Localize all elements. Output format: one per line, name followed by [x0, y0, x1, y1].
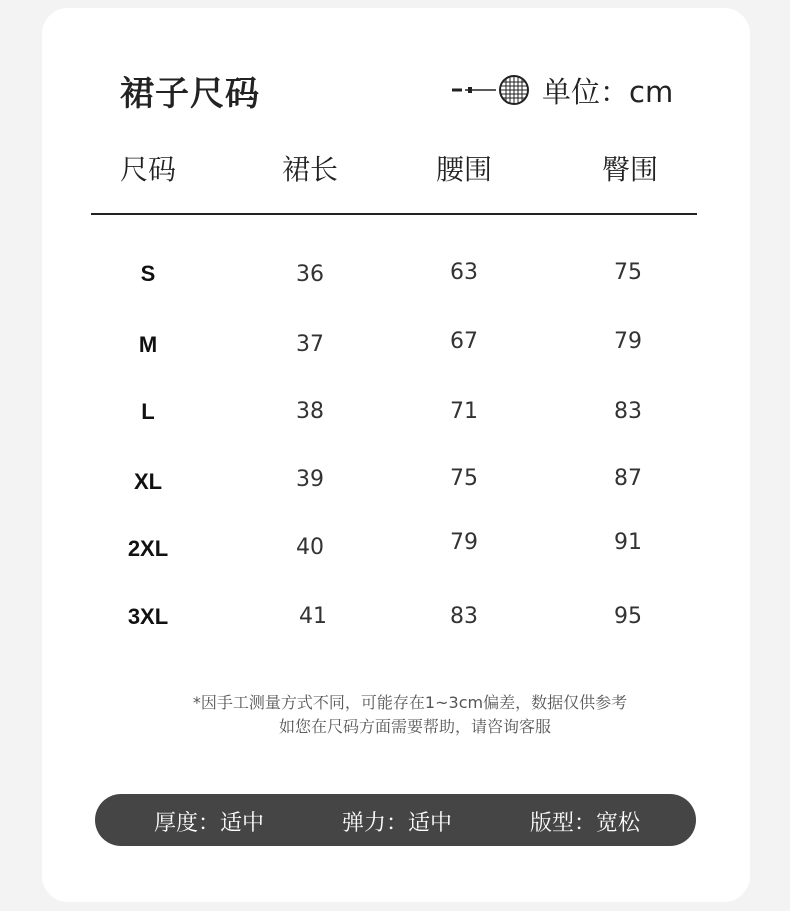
cell-waist: 79: [450, 530, 478, 555]
size-chart-card: [42, 8, 750, 902]
cell-waist: 67: [450, 329, 478, 354]
cell-hip: 75: [614, 260, 642, 285]
page-title: 裙子尺码: [120, 74, 260, 114]
measurement-disclaimer: *因手工测量方式不同，可能存在1~3cm偏差，数据仅供参考: [192, 693, 628, 712]
cell-size: 3XL: [127, 604, 169, 629]
header-size: 尺码: [119, 153, 177, 186]
cell-hip: 91: [614, 530, 642, 555]
header-hip: 臀围: [601, 153, 659, 186]
attribute-fit: 版型：宽松: [529, 811, 641, 836]
unit-indicator: [450, 70, 673, 110]
tape-measure-icon: [450, 75, 534, 105]
cell-waist: 71: [450, 399, 478, 424]
cell-hip: 83: [614, 399, 642, 424]
cell-size: XL: [133, 469, 163, 494]
cell-skirt-length: 37: [296, 332, 324, 357]
cell-skirt-length: 40: [296, 535, 324, 560]
header-skirt-length: 裙长: [281, 153, 339, 186]
cell-waist: 63: [450, 260, 478, 285]
cell-size: M: [138, 332, 158, 357]
cell-skirt-length: 36: [296, 262, 324, 287]
attribute-thickness: 厚度：适中: [153, 811, 265, 836]
cell-skirt-length: 41: [299, 604, 327, 629]
cell-skirt-length: 38: [296, 399, 324, 424]
cell-waist: 75: [450, 466, 478, 491]
cell-hip: 79: [614, 329, 642, 354]
cell-size: L: [141, 399, 155, 424]
cell-size: S: [140, 261, 156, 286]
header-divider: [91, 213, 697, 215]
cell-skirt-length: 39: [296, 467, 324, 492]
cell-hip: 87: [614, 466, 642, 491]
cell-waist: 83: [450, 604, 478, 629]
attribute-elasticity: 弹力：适中: [341, 811, 453, 836]
cell-hip: 95: [614, 604, 642, 629]
customer-service-note: 如您在尺码方面需要帮助，请咨询客服: [278, 717, 551, 736]
cell-size: 2XL: [127, 536, 169, 561]
fabric-attributes-bar: [95, 794, 696, 846]
header-waist: 腰围: [435, 153, 493, 186]
unit-label: 单位：cm: [542, 74, 674, 109]
